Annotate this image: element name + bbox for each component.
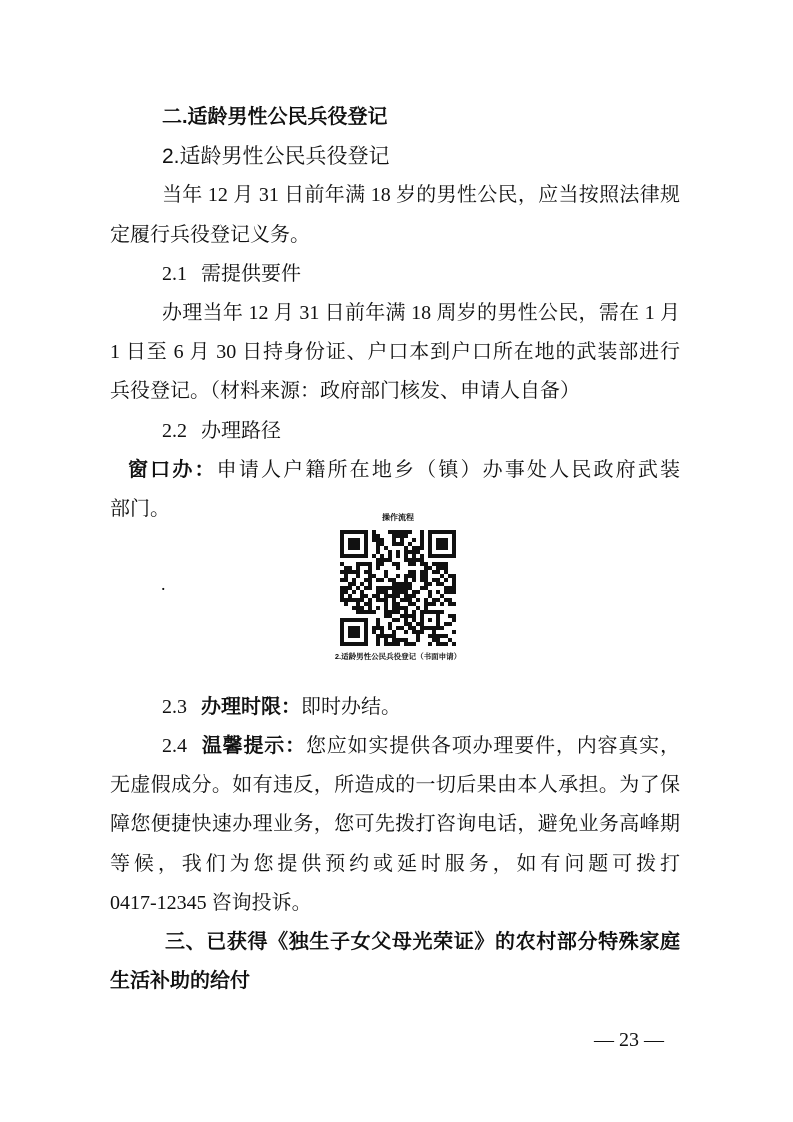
item-2-3-line	[110, 688, 680, 727]
stray-dot: .	[161, 574, 166, 594]
section3-heading-line-1: 三、已获得《独生子女父母光荣证》的农村部分特殊家庭	[165, 930, 680, 953]
item-2-4-number: 2.4	[162, 735, 187, 758]
section2-subheading: 2.适龄男性公民兵役登记	[162, 145, 390, 169]
qr-figure-caption: 2.适龄男性公民兵役登记（书面申请）	[334, 652, 462, 661]
qr-code	[340, 530, 456, 646]
item-2-1-line-1: 办理当年 12 月 31 日前年满 18 周岁的男性公民，需在 1 月	[162, 301, 680, 324]
item-2-4-line-1	[110, 727, 680, 766]
item-2-1-number: 2.1	[162, 262, 187, 285]
item-2-1-line-2: 1 日至 6 月 30 日持身份证、户口本到户口所在地的武装部进行	[110, 341, 680, 364]
item-2-4-line-5: 0417-12345 咨询投诉。	[110, 891, 312, 914]
item-2-4-line-4: 等候，我们为您提供预约或延时服务，如有问题可拨打	[110, 852, 680, 875]
qr-figure-title: 操作流程	[382, 513, 414, 522]
item-2-4-text-1: 您应如实提供各项办理要件，内容真实，	[305, 735, 680, 758]
item-2-4-line-2: 无虚假成分。如有违反，所造成的一切后果由本人承担。为了保	[110, 774, 680, 797]
item-2-1-line-3: 兵役登记。（材料来源：政府部门核发、申请人自备）	[110, 380, 580, 403]
item-2-3-label: 办理时限：	[201, 695, 301, 718]
item-2-4-label: 温馨提示：	[201, 735, 306, 758]
item-2-1-heading	[110, 255, 680, 294]
qr-figure	[320, 512, 476, 662]
section2-heading: 二.适龄男性公民兵役登记	[162, 106, 388, 128]
item-2-1-title: 需提供要件	[201, 262, 301, 285]
item-2-3-number: 2.3	[162, 695, 187, 718]
item-2-2-number: 2.2	[162, 419, 187, 442]
item-2-4-line-3: 障您便捷快速办理业务，您可先拨打咨询电话，避免业务高峰期	[110, 813, 680, 836]
section3-heading-line-2: 生活补助的给付	[110, 970, 250, 993]
item-2-3-text: 即时办结。	[301, 695, 401, 718]
item-2-2-label: 窗口办：	[128, 458, 217, 481]
intro-line-2: 定履行兵役登记义务。	[110, 223, 310, 246]
item-2-2-heading	[110, 412, 680, 451]
item-2-2-line-2: 部门。	[110, 497, 170, 520]
item-2-2-line-1	[110, 451, 680, 490]
item-2-2-title: 办理路径	[201, 419, 281, 442]
item-2-2-text-1: 申请人户籍所在地乡（镇）办事处人民政府武装	[216, 458, 680, 481]
page-number: — 23 —	[594, 1029, 664, 1051]
intro-line-1: 当年 12 月 31 日前年满 18 岁的男性公民，应当按照法律规	[162, 184, 680, 207]
